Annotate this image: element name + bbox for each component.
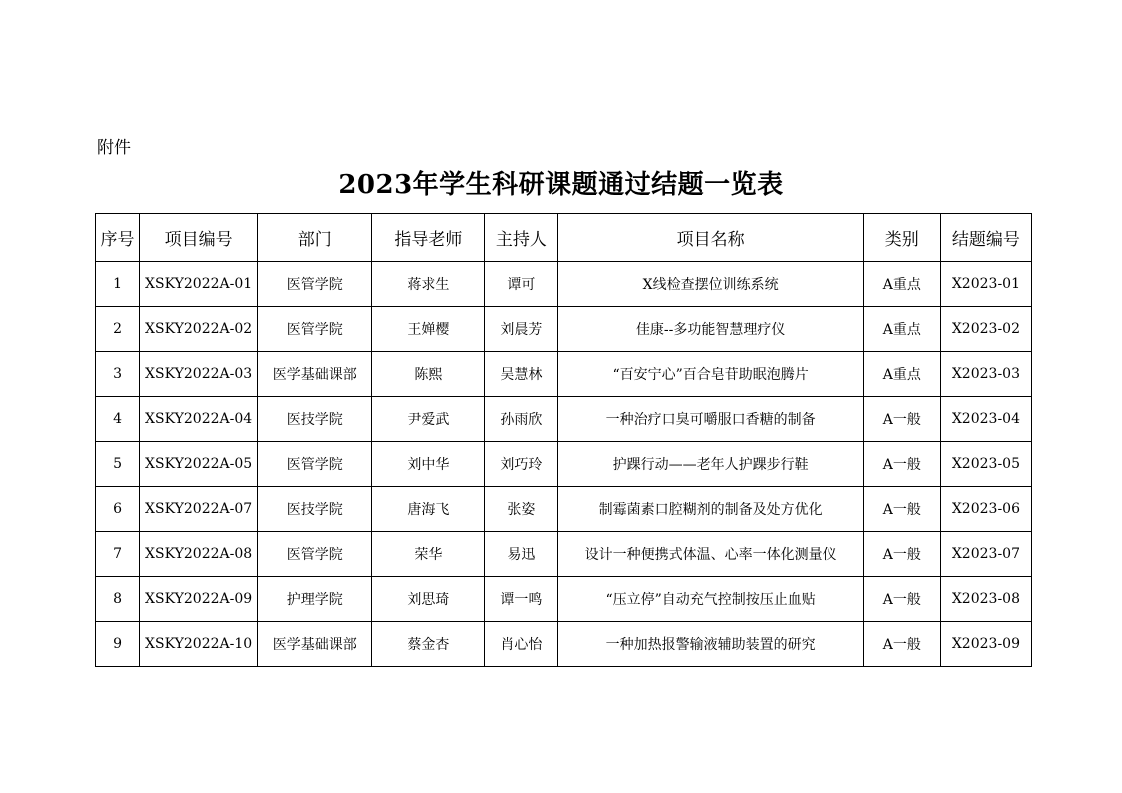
table-row bbox=[96, 352, 1032, 397]
cell-category: A重点 bbox=[863, 352, 940, 397]
header-category: 类别 bbox=[863, 214, 940, 262]
cell-department: 医技学院 bbox=[258, 487, 372, 532]
cell-category: A重点 bbox=[863, 307, 940, 352]
cell-index: 9 bbox=[96, 622, 140, 667]
cell-leader: 易迅 bbox=[485, 532, 558, 577]
cell-project-name: 制霉菌素口腔糊剂的制备及处方优化 bbox=[558, 487, 863, 532]
cell-project-name: “百安宁心”百合皂苷助眠泡腾片 bbox=[558, 352, 863, 397]
cell-project-name: 一种治疗口臭可嚼服口香糖的制备 bbox=[558, 397, 863, 442]
cell-completion-code: X2023-03 bbox=[940, 352, 1031, 397]
cell-category: A一般 bbox=[863, 577, 940, 622]
cell-advisor: 唐海飞 bbox=[372, 487, 485, 532]
cell-advisor: 蔡金杏 bbox=[372, 622, 485, 667]
cell-department: 医管学院 bbox=[258, 532, 372, 577]
header-index: 序号 bbox=[96, 214, 140, 262]
cell-completion-code: X2023-05 bbox=[940, 442, 1031, 487]
cell-department: 医管学院 bbox=[258, 442, 372, 487]
cell-project-code: XSKY2022A-05 bbox=[140, 442, 258, 487]
cell-category: A一般 bbox=[863, 487, 940, 532]
cell-leader: 谭一鸣 bbox=[485, 577, 558, 622]
cell-department: 护理学院 bbox=[258, 577, 372, 622]
table-row bbox=[96, 307, 1032, 352]
cell-department: 医管学院 bbox=[258, 262, 372, 307]
cell-category: A一般 bbox=[863, 442, 940, 487]
cell-project-name: 设计一种便携式体温、心率一体化测量仪 bbox=[558, 532, 863, 577]
cell-category: A一般 bbox=[863, 532, 940, 577]
cell-advisor: 陈熙 bbox=[372, 352, 485, 397]
cell-project-code: XSKY2022A-04 bbox=[140, 397, 258, 442]
cell-index: 2 bbox=[96, 307, 140, 352]
cell-project-code: XSKY2022A-10 bbox=[140, 622, 258, 667]
cell-project-code: XSKY2022A-08 bbox=[140, 532, 258, 577]
cell-category: A一般 bbox=[863, 622, 940, 667]
cell-project-name: 一种加热报警输液辅助装置的研究 bbox=[558, 622, 863, 667]
cell-leader: 孙雨欣 bbox=[485, 397, 558, 442]
table-row bbox=[96, 262, 1032, 307]
cell-completion-code: X2023-01 bbox=[940, 262, 1031, 307]
cell-advisor: 蒋求生 bbox=[372, 262, 485, 307]
table-row bbox=[96, 622, 1032, 667]
table-row bbox=[96, 577, 1032, 622]
table-row bbox=[96, 532, 1032, 577]
cell-project-name: 护踝行动——老年人护踝步行鞋 bbox=[558, 442, 863, 487]
cell-project-name: “压立停”自动充气控制按压止血贴 bbox=[558, 577, 863, 622]
cell-department: 医学基础课部 bbox=[258, 622, 372, 667]
attachment-label: 附件 bbox=[97, 138, 131, 158]
cell-leader: 吴慧林 bbox=[485, 352, 558, 397]
table-header-row bbox=[96, 214, 1032, 262]
cell-index: 8 bbox=[96, 577, 140, 622]
cell-department: 医管学院 bbox=[258, 307, 372, 352]
cell-advisor: 刘思琦 bbox=[372, 577, 485, 622]
header-advisor: 指导老师 bbox=[372, 214, 485, 262]
cell-leader: 刘晨芳 bbox=[485, 307, 558, 352]
cell-project-code: XSKY2022A-01 bbox=[140, 262, 258, 307]
table-row bbox=[96, 487, 1032, 532]
cell-advisor: 刘中华 bbox=[372, 442, 485, 487]
cell-department: 医技学院 bbox=[258, 397, 372, 442]
header-project-code: 项目编号 bbox=[140, 214, 258, 262]
cell-completion-code: X2023-07 bbox=[940, 532, 1031, 577]
cell-index: 6 bbox=[96, 487, 140, 532]
cell-project-name: X线检查摆位训练系统 bbox=[558, 262, 863, 307]
cell-project-code: XSKY2022A-09 bbox=[140, 577, 258, 622]
cell-project-name: 佳康--多功能智慧理疗仪 bbox=[558, 307, 863, 352]
cell-leader: 肖心怡 bbox=[485, 622, 558, 667]
cell-category: A重点 bbox=[863, 262, 940, 307]
cell-completion-code: X2023-04 bbox=[940, 397, 1031, 442]
cell-department: 医学基础课部 bbox=[258, 352, 372, 397]
cell-leader: 刘巧玲 bbox=[485, 442, 558, 487]
cell-project-code: XSKY2022A-07 bbox=[140, 487, 258, 532]
cell-leader: 谭可 bbox=[485, 262, 558, 307]
table-row bbox=[96, 397, 1032, 442]
header-completion-code: 结题编号 bbox=[940, 214, 1031, 262]
cell-index: 5 bbox=[96, 442, 140, 487]
cell-completion-code: X2023-02 bbox=[940, 307, 1031, 352]
cell-category: A一般 bbox=[863, 397, 940, 442]
cell-advisor: 荣华 bbox=[372, 532, 485, 577]
cell-index: 1 bbox=[96, 262, 140, 307]
cell-index: 7 bbox=[96, 532, 140, 577]
cell-completion-code: X2023-06 bbox=[940, 487, 1031, 532]
document-title: 2023年学生科研课题通过结题一览表 bbox=[338, 170, 784, 200]
cell-index: 4 bbox=[96, 397, 140, 442]
project-results-table bbox=[95, 213, 1032, 667]
cell-advisor: 王婵樱 bbox=[372, 307, 485, 352]
cell-leader: 张姿 bbox=[485, 487, 558, 532]
header-project-name: 项目名称 bbox=[558, 214, 863, 262]
table-row bbox=[96, 442, 1032, 487]
header-leader: 主持人 bbox=[485, 214, 558, 262]
cell-advisor: 尹爱武 bbox=[372, 397, 485, 442]
cell-completion-code: X2023-08 bbox=[940, 577, 1031, 622]
cell-index: 3 bbox=[96, 352, 140, 397]
cell-completion-code: X2023-09 bbox=[940, 622, 1031, 667]
header-department: 部门 bbox=[258, 214, 372, 262]
cell-project-code: XSKY2022A-03 bbox=[140, 352, 258, 397]
cell-project-code: XSKY2022A-02 bbox=[140, 307, 258, 352]
